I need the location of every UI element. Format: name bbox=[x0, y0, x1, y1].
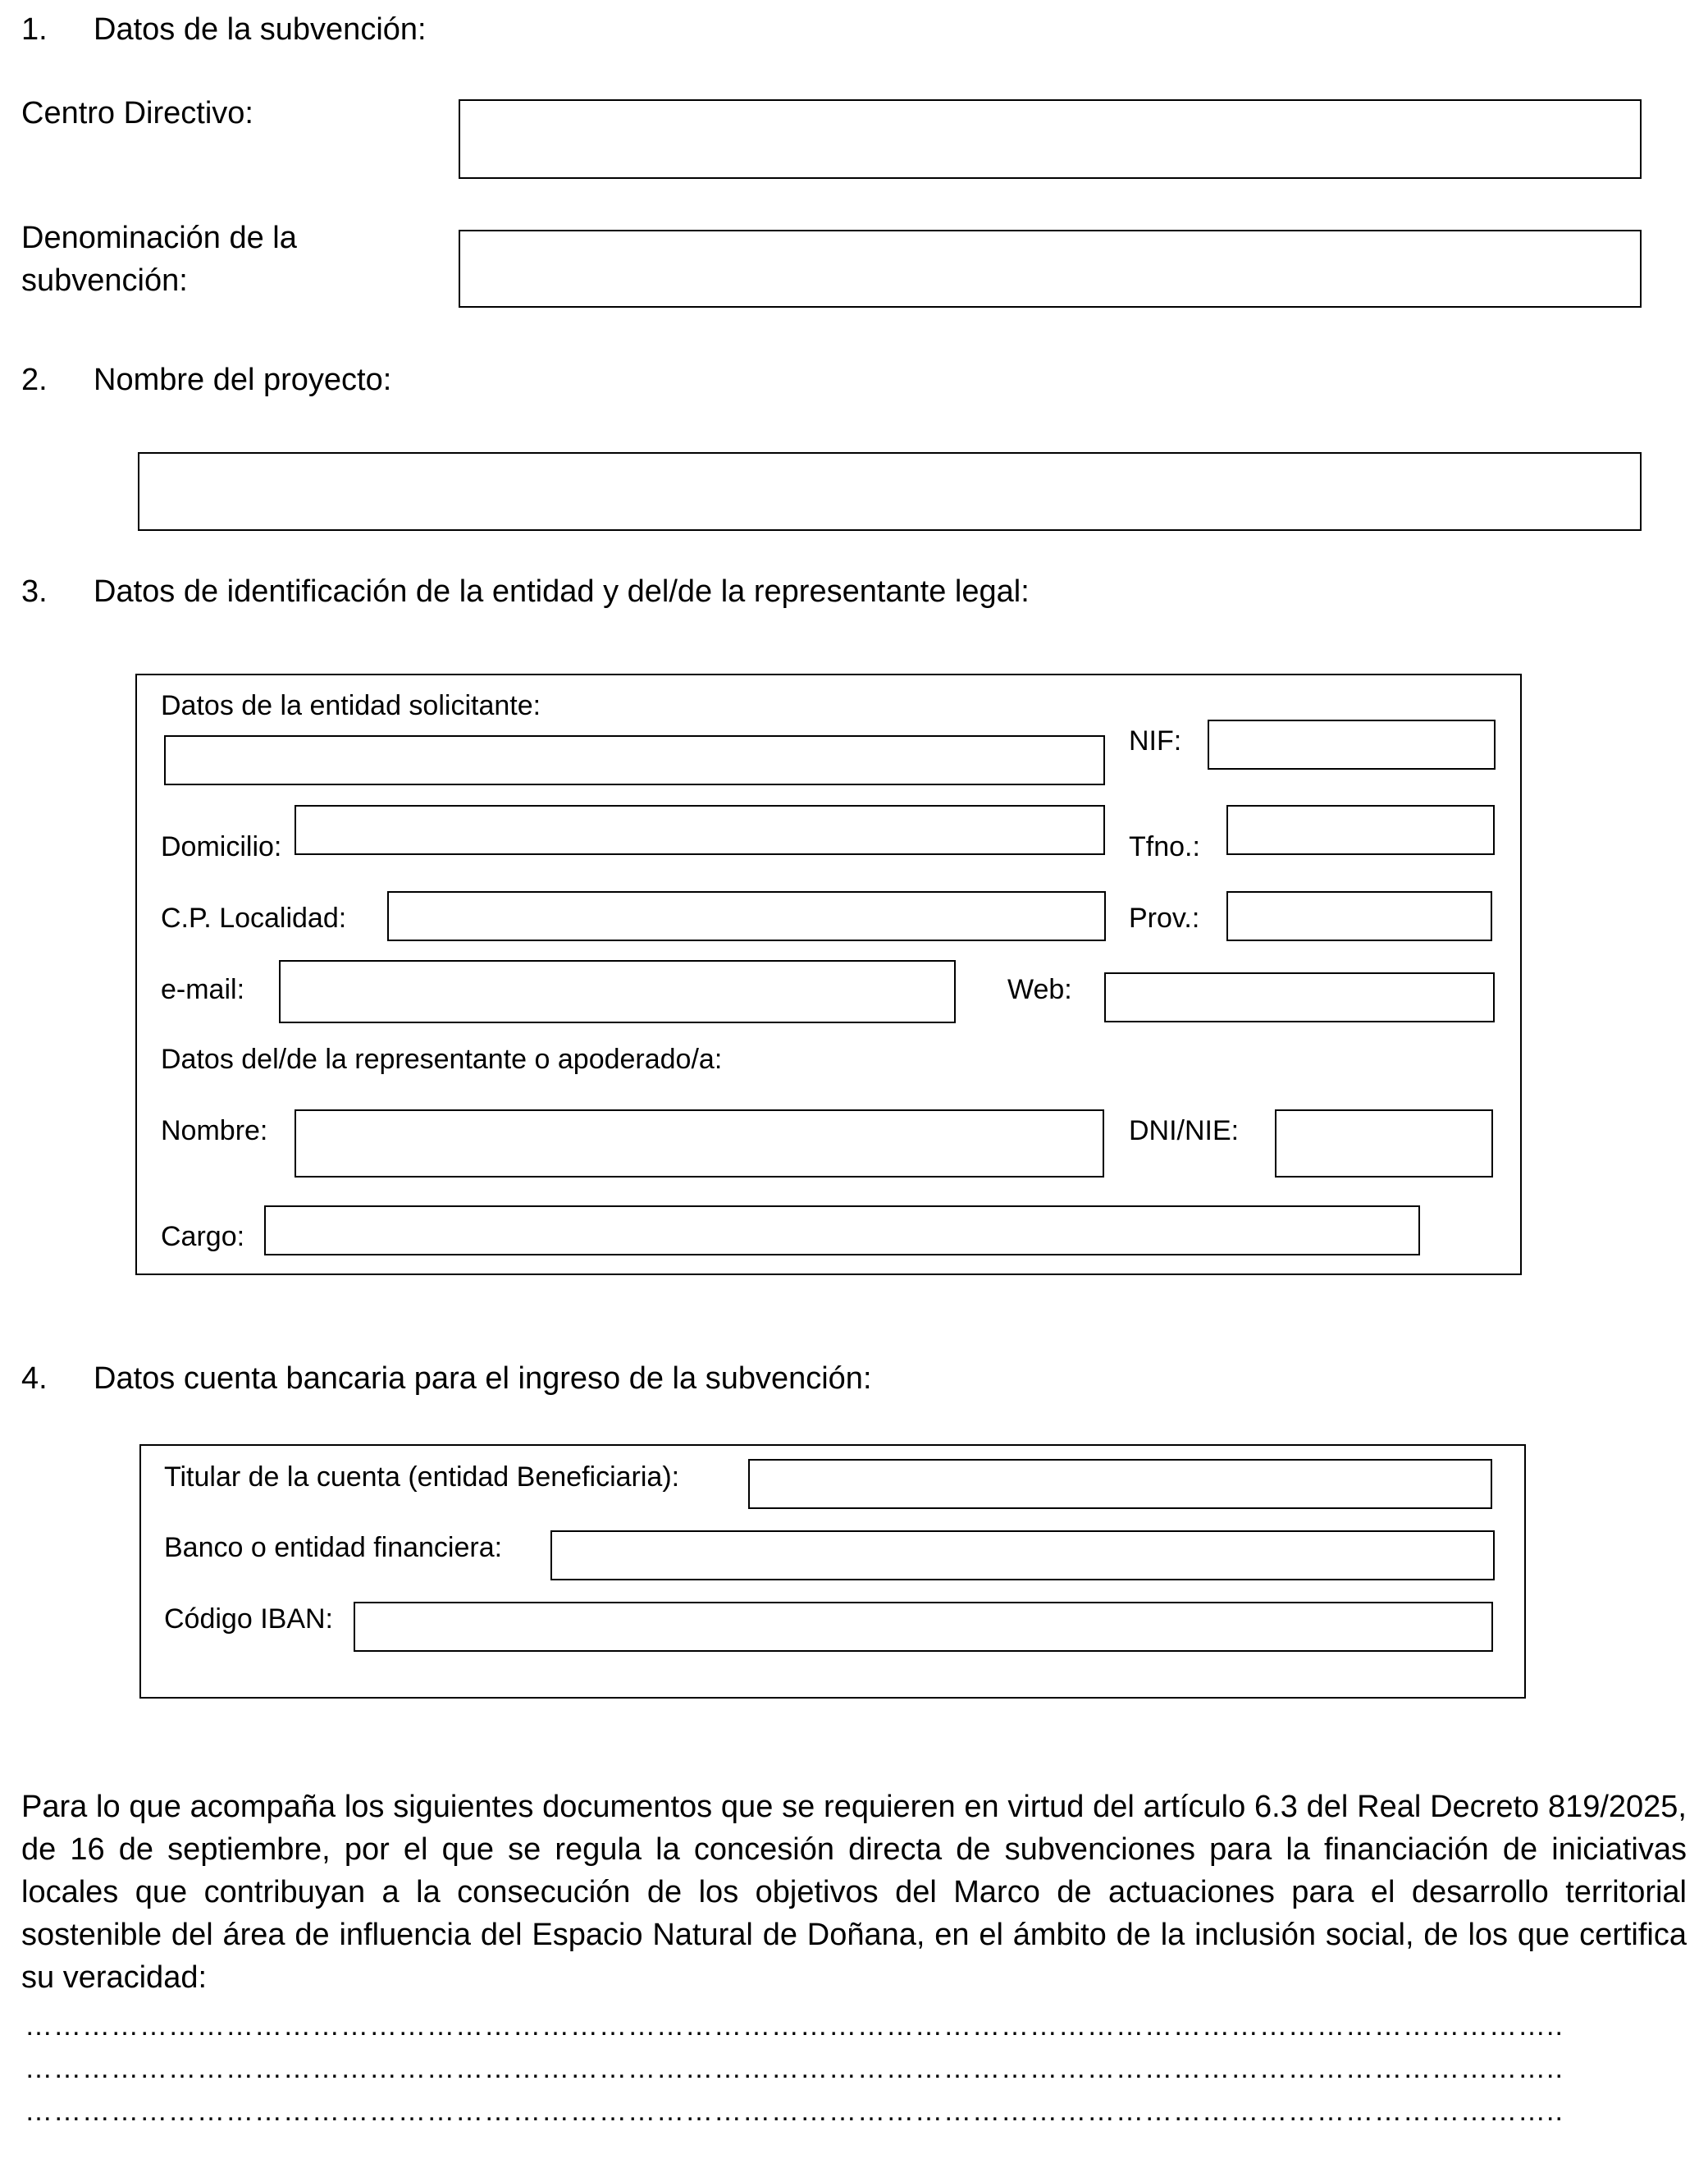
banco-field[interactable] bbox=[550, 1530, 1495, 1580]
cargo-field[interactable] bbox=[264, 1205, 1420, 1255]
titular-field[interactable] bbox=[748, 1459, 1492, 1509]
dni-nie-label: DNI/NIE: bbox=[1129, 1115, 1240, 1146]
domicilio-label: Domicilio: bbox=[161, 831, 282, 862]
iban-field[interactable] bbox=[354, 1602, 1493, 1652]
nif-label: NIF: bbox=[1129, 725, 1182, 757]
section-3-number: 3. bbox=[21, 574, 48, 609]
section-2-title: Nombre del proyecto: bbox=[94, 363, 392, 397]
dotted-line-3[interactable]: …………………………………………………………………………………………………………………………………………….. bbox=[25, 2096, 1564, 2127]
declaration-paragraph: Para lo que acompaña los siguientes documentos que se requieren en virtud del artículo 6.3 del Real Decreto 819/2025, de 16 de septiembre, por el que se regula la concesión directa de subvenciones para la financiación de iniciativas locales que contribuyan a la consecución de los objetivos del Marco de actuaciones para el desarrollo territorial sostenible del área de influencia del Espacio Natural de Doñana, en el ámbito de la inclusión social, de los que certifica su veracidad: bbox=[21, 1790, 1687, 1995]
email-label: e-mail: bbox=[161, 974, 245, 1005]
denominacion-label: Denominación de la subvención: bbox=[21, 221, 297, 298]
tfno-label: Tfno.: bbox=[1129, 831, 1200, 862]
section-1-title: Datos de la subvención: bbox=[94, 12, 427, 47]
project-name-field[interactable] bbox=[138, 452, 1642, 531]
web-field[interactable] bbox=[1104, 972, 1495, 1022]
section-3-title: Datos de identificación de la entidad y del/de la representante legal: bbox=[94, 574, 1030, 609]
cargo-label: Cargo: bbox=[161, 1221, 245, 1252]
centro-directivo-field[interactable] bbox=[459, 99, 1642, 179]
domicilio-field[interactable] bbox=[295, 805, 1105, 855]
banco-label: Banco o entidad financiera: bbox=[164, 1532, 503, 1563]
dotted-line-2[interactable]: …………………………………………………………………………………………………………………………………………….. bbox=[25, 2053, 1564, 2084]
nombre-label: Nombre: bbox=[161, 1115, 268, 1146]
entity-heading: Datos de la entidad solicitante: bbox=[161, 690, 541, 721]
dotted-line-1[interactable]: …………………………………………………………………………………………………………………………………………….. bbox=[25, 2010, 1564, 2042]
section-2-number: 2. bbox=[21, 363, 48, 397]
section-4-title: Datos cuenta bancaria para el ingreso de la subvención: bbox=[94, 1361, 872, 1396]
dni-nie-field[interactable] bbox=[1275, 1109, 1493, 1178]
web-label: Web: bbox=[1007, 974, 1072, 1005]
prov-label: Prov.: bbox=[1129, 903, 1200, 934]
iban-label: Código IBAN: bbox=[164, 1603, 333, 1635]
prov-field[interactable] bbox=[1226, 891, 1492, 941]
cp-localidad-label: C.P. Localidad: bbox=[161, 903, 347, 934]
representative-heading: Datos del/de la representante o apoderado/a: bbox=[161, 1044, 723, 1075]
titular-label: Titular de la cuenta (entidad Beneficiaria): bbox=[164, 1461, 680, 1493]
section-1-number: 1. bbox=[21, 12, 48, 47]
centro-directivo-label: Centro Directivo: bbox=[21, 96, 253, 130]
section-4-number: 4. bbox=[21, 1361, 48, 1396]
email-field[interactable] bbox=[279, 960, 956, 1023]
denominacion-field[interactable] bbox=[459, 230, 1642, 308]
cp-localidad-field[interactable] bbox=[387, 891, 1106, 941]
nombre-field[interactable] bbox=[295, 1109, 1104, 1178]
entity-name-field[interactable] bbox=[164, 735, 1105, 785]
nif-field[interactable] bbox=[1208, 720, 1496, 770]
tfno-field[interactable] bbox=[1226, 805, 1495, 855]
